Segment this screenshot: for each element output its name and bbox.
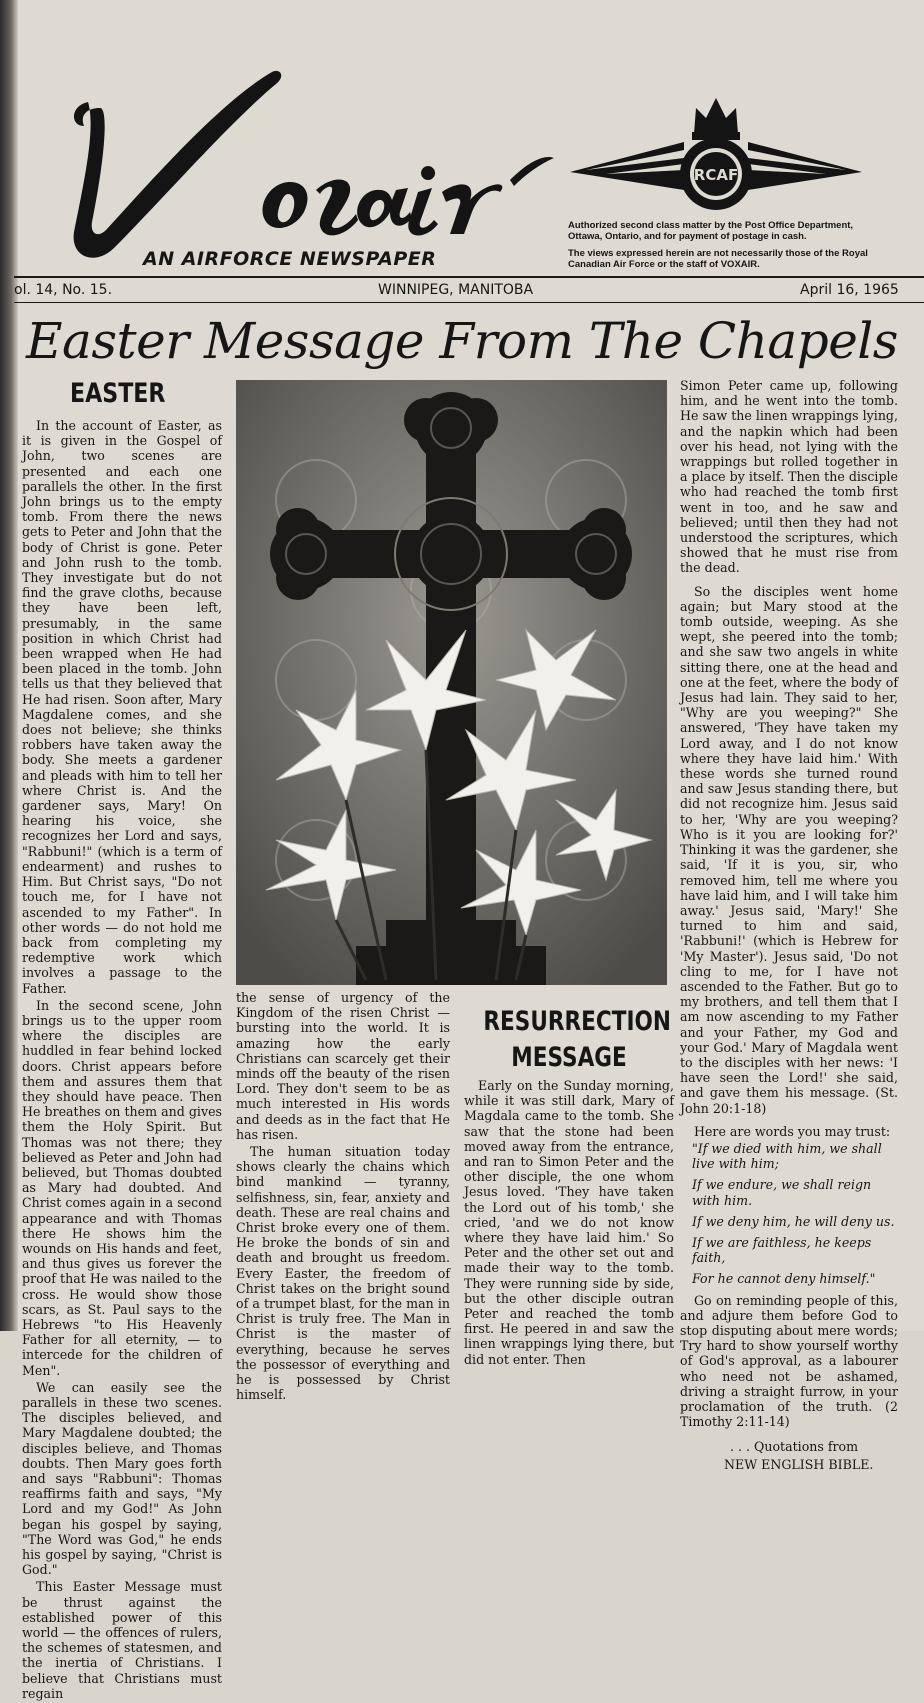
rcaf-badge-text: RCAF <box>693 166 739 184</box>
resurrection-heading-line-2: MESSAGE <box>511 1042 627 1073</box>
easter-column-1 <box>22 418 222 1703</box>
easter-paragraph: In the account of Easter, as it is given in the Gospel of John, two scenes are presented and each one parallels the other. In the first John brings us to the empty tomb. From there the news gets to Peter and John that the body of Christ is gone. Peter and John rush to the tomb. They investigate but do not find the grave cloths, because they have been left, presumably, in the same position in which Christ had been wrapped when He had been placed in the tomb. John tells us that they believed that He had risen. Soon after, Mary Magdalene comes, and she does not believe; she thinks robbers have taken away the body. She meets a gardener and pleads with him to tell her where Christ is. And the gardener says, Mary! On hearing his voice, she recognizes her Lord and says, "Rabbuni!" (which is a term of endearment) and rushes to Him. But Christ says, "Do not touch me, for I have not ascended to my Father". In other words — do not hold me back from completing my redemptive work which involves a passage to the Father. <box>22 418 222 996</box>
verse-line: If we deny him, he will deny us. <box>692 1213 895 1229</box>
issue-date: April 16, 1965 <box>800 282 899 298</box>
easter-column-2 <box>236 990 450 1404</box>
views-disclaimer: The views expressed herein are not necessarily those of the Royal Canadian Air Force or the staff of VOXAIR. <box>568 248 868 270</box>
page-spine-shadow <box>0 0 18 1331</box>
resurrection-paragraph: So the disciples went home again; but Mary stood at the tomb outside, weeping. As she wept, she peered into the tomb; and she saw two angels in white sitting there, one at the head and one at the feet, where the body of Jesus had lain. They said to her, "Why are you weeping?" She answered, 'They have taken my Lord away, and I do not know where they have laid him.' With these words she turned round and saw Jesus standing there, but did not recognize him. Jesus said to her, 'Why are you weeping? Who is it you are looking for?' Thinking it was the gardener, she said, 'If it is you, sir, who removed him, tell me where you have laid him, and I will take him away.' Jesus said, 'Mary!' She turned to him and said, 'Rabbuni!' (which is Hebrew for 'My Master'). Jesus said, 'Do not cling to me, for I have not ascended to the Father. But go to my brothers, and tell them that I am now ascending to my Father and your Father, my God and your God.' Mary of Magdala went to the disciples with her news: 'I have seen the Lord!' she said, and gave them his message. (St. John 20:1-18) <box>680 583 898 1116</box>
easter-paragraph: The human situation today shows clearly the chains which bind mankind — tyranny, selfishness, sin, fear, anxiety and death. These are real chains and Christ broke every one of them. He broke the bonds of sin and death and brought us freedom. Every Easter, the freedom of Christ takes on the bright sound of a trumpet blast, for the man in Christ is truly free. The Man in Christ is the master of everything, because he serves the possessor of everything and he is possessed by Christ himself. <box>236 1144 450 1403</box>
verse-line: If we are faithless, he keeps faith, <box>692 1234 872 1266</box>
easter-paragraph: We can easily see the parallels in these two scenes. The disciples believed, and Mary Magdalene doubted; the disciples believe, and Thomas doubts. Then Mary goes forth and says "Rabbuni": Thomas reaffirms faith and says, "My Lord and my God!" As John began his gospel by saying, "The Word was God," he ends his gospel by saying, "Christ is God." <box>22 1379 222 1578</box>
easter-paragraph: In the second scene, John brings us to the upper room where the disciples are huddled in fear behind locked doors. Christ appears before them and assures them that they should have peace. Then He breathes on them and gives them the Holy Spirit. But Thomas was not there; they believed as Peter and John had believed, but Thomas doubted as Mary had doubted. And Christ comes again in a second appearance and with Thomas there He shows him the wounds on His hands and feet, and thus gives us forever the proof that He was nailed to the cross. He would show those scars, as St. Paul says to the Hebrews "to His Heavenly Father for all eternity, — to intercede for the children of Men". <box>22 997 222 1378</box>
dateline-top-rule <box>14 276 924 278</box>
resurrection-column-1 <box>464 1078 674 1369</box>
cross-with-lilies-photo <box>236 380 667 985</box>
resurrection-heading <box>483 1004 671 1076</box>
volume-number: ol. 14, No. 15. <box>14 282 113 298</box>
easter-paragraph: This Easter Message must be thrust against the established power of this world — the offences of rulers, the schemes of statesmen, and the inertia of Christians. I believe that Christians must regain <box>22 1579 222 1701</box>
postal-authorization: Authorized second class matter by the Post Office Department, Ottawa, Ontario, and for payment of postage in cash. <box>568 220 854 242</box>
verse-line: If we endure, we shall reign with him. <box>692 1177 872 1208</box>
easter-heading: EASTER <box>70 378 166 409</box>
resurrection-paragraph: Simon Peter came up, following him, and he went into the tomb. He saw the linen wrappings lying, and the napkin which had been over his head, not lying with the wrappings but rolled together in a place by itself. Then the disciple who had reached the tomb first went in too, and he saw and believed; until then they had not understood the scriptures, which showed that he must rise from the dead. <box>680 378 898 576</box>
resurrection-paragraph: Early on the Sunday morning, while it was still dark, Mary of Magdala came to the tomb. She saw that the stone had been moved away from the entrance, and ran to Simon Peter and the other disciple, the one whom Jesus loved. 'They have taken the Lord out of his tomb,' she cried, 'and we do not know where they have laid him.' So Peter and the other set out and made their way to the tomb. They were running side by side, but the other disciple outran Peter and reached the tomb first. He peered in and saw the linen wrappings lying there, but did not enter. Then <box>464 1078 674 1367</box>
verse-line: "If we died with him, we shall live with him; <box>692 1140 882 1172</box>
quote-source-line-1: . . . Quotations from <box>730 1439 859 1455</box>
quote-source-line-2: NEW ENGLISH BIBLE. <box>724 1456 874 1472</box>
city: WINNIPEG, MANITOBA <box>378 282 534 298</box>
closing-paragraph: Go on reminding people of this, and adjure them before God to stop disputing about mere words; Try hard to show yourself worthy of God's approval, as a labourer who need not be ashamed, driving a straight furrow, in your proclamation of the truth. (2 Timothy 2:11-14) <box>680 1292 898 1430</box>
resurrection-column-2 <box>680 378 898 1474</box>
dateline-bottom-rule <box>14 302 924 303</box>
authorization-block <box>568 220 888 276</box>
page-headline: Easter Message From The Chapels <box>26 312 898 370</box>
easter-paragraph: the sense of urgency of the Kingdom of the risen Christ — bursting into the world. It is amazing how the early Christians can scarcely get their minds off the beauty of the risen Lord. They don't seem to be as much interested in His words and deeds as in the fact that He has risen. <box>236 990 450 1142</box>
voxair-logo <box>40 62 560 262</box>
trust-intro: Here are words you may trust: <box>694 1123 891 1139</box>
bible-verses <box>680 1141 898 1287</box>
resurrection-heading-line-1: RESURRECTION <box>483 1006 671 1037</box>
rcaf-wings-badge-icon <box>566 90 866 212</box>
verse-line: For he cannot deny himself." <box>692 1271 876 1287</box>
masthead-subtitle: AN AIRFORCE NEWSPAPER <box>143 248 437 270</box>
